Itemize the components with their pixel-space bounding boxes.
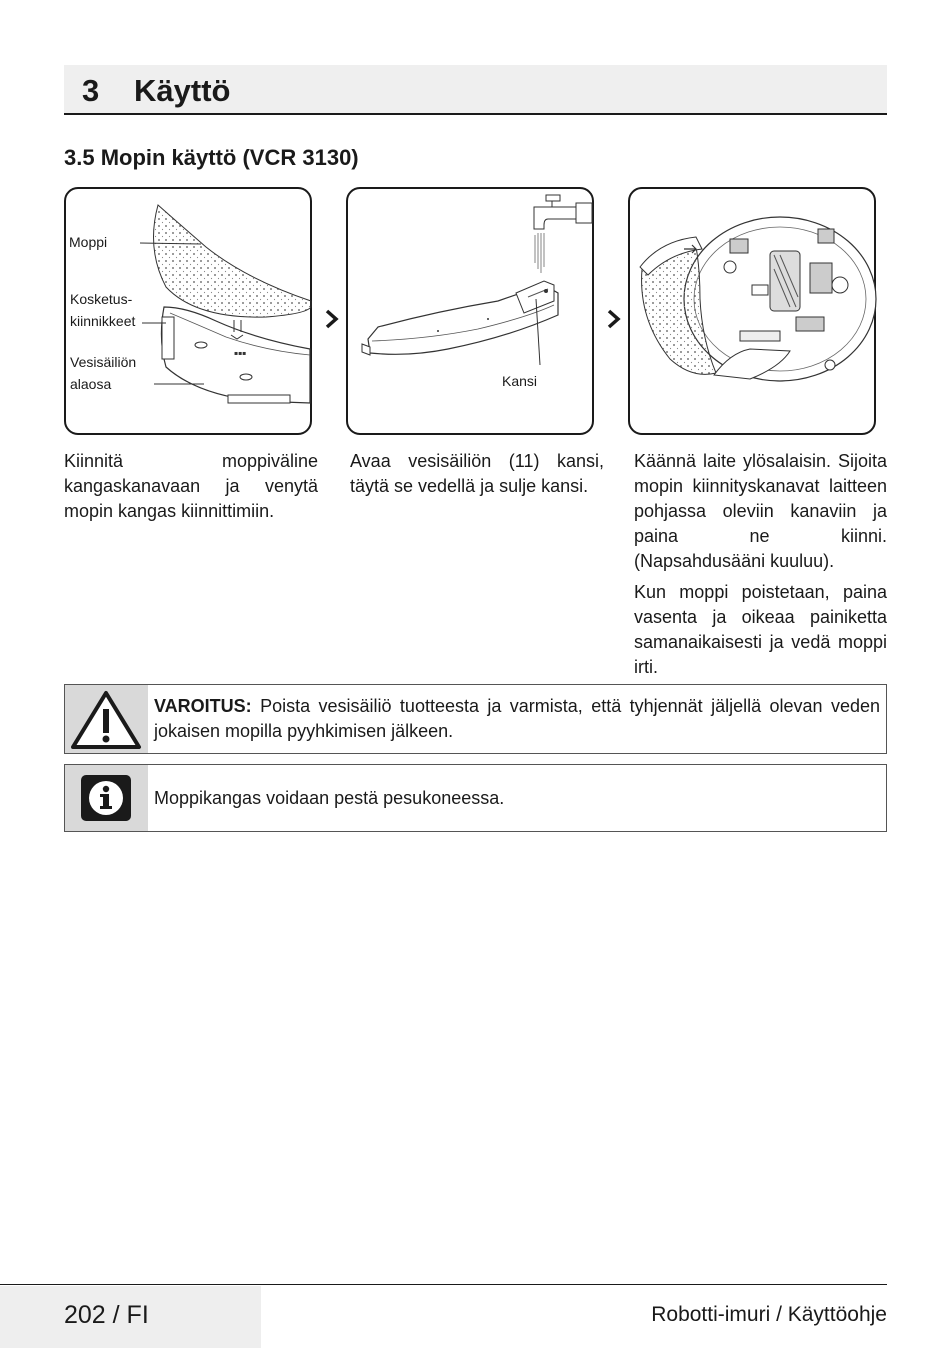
- warning-text: [154, 694, 880, 744]
- step-3-paragraph-1: Käännä laite ylösalaisin. Sijoita mopin kiinnityskanavat laitteen pohjassa oleviin kanaviin ja paina ne kiinni. (Napsahdusääni kuuluu).: [634, 451, 887, 571]
- chapter-header: [64, 65, 887, 115]
- warning-icon-cell: [65, 685, 148, 753]
- chevron-right-icon: [324, 308, 340, 330]
- warning-body: Poista vesisäiliö tuotteesta ja varmista, että tyhjennät jäljellä olevan veden jokaisen mopilla pyyhkimisen jälkeen.: [154, 696, 880, 741]
- step-2-paragraph: Avaa vesisäiliön (11) kansi, täytä se vedellä ja sulje kansi.: [350, 451, 604, 496]
- info-icon-cell: [65, 765, 148, 831]
- chevron-right-icon: [606, 308, 622, 330]
- label-lid: Kansi: [502, 373, 538, 389]
- step-1-paragraph: Kiinnitä moppiväline kangaskanavaan ja venytä mopin kangas kiinnittimiin.: [64, 451, 318, 521]
- warning-triangle-icon: [65, 685, 148, 753]
- label-tank-1: Vesisäiliön: [70, 354, 137, 370]
- label-fastener-1: Kosketus-: [70, 291, 133, 307]
- step-3-text: [634, 449, 887, 686]
- figure-attach-robot: [628, 187, 876, 435]
- step-3-paragraph-2: Kun moppi poistetaan, paina vasenta ja oikeaa painiketta samanaikaisesti ja vedä moppi irti.: [634, 582, 887, 677]
- fill-tank-illustration: [348, 189, 596, 437]
- label-fastener-2: kiinnikkeet: [70, 313, 136, 329]
- footer-title: Robotti-imuri / Käyttöohje: [651, 1303, 887, 1326]
- step-1-text: [64, 449, 318, 530]
- info-box: [64, 764, 887, 832]
- figure-mop-attach: [64, 187, 312, 435]
- label-mop: Moppi: [69, 234, 108, 250]
- chapter-title: Käyttö: [134, 73, 231, 108]
- section-title: 3.5 Mopin käyttö (VCR 3130): [64, 145, 359, 170]
- svg-text:▪▪▪: ▪▪▪: [234, 350, 247, 357]
- warning-label: VAROITUS:: [154, 696, 252, 716]
- info-text: Moppikangas voidaan pestä pesukoneessa.: [154, 788, 505, 808]
- label-tank-2: alaosa: [70, 376, 112, 392]
- chapter-number: 3: [82, 73, 100, 108]
- page-number: 202 / FI: [64, 1301, 149, 1329]
- robot-underside-illustration: [630, 189, 878, 437]
- warning-box: [64, 684, 887, 754]
- footer-divider: [0, 1284, 887, 1285]
- figure-fill-tank: [346, 187, 594, 435]
- step-2-text: [350, 449, 604, 505]
- info-icon: [65, 765, 148, 831]
